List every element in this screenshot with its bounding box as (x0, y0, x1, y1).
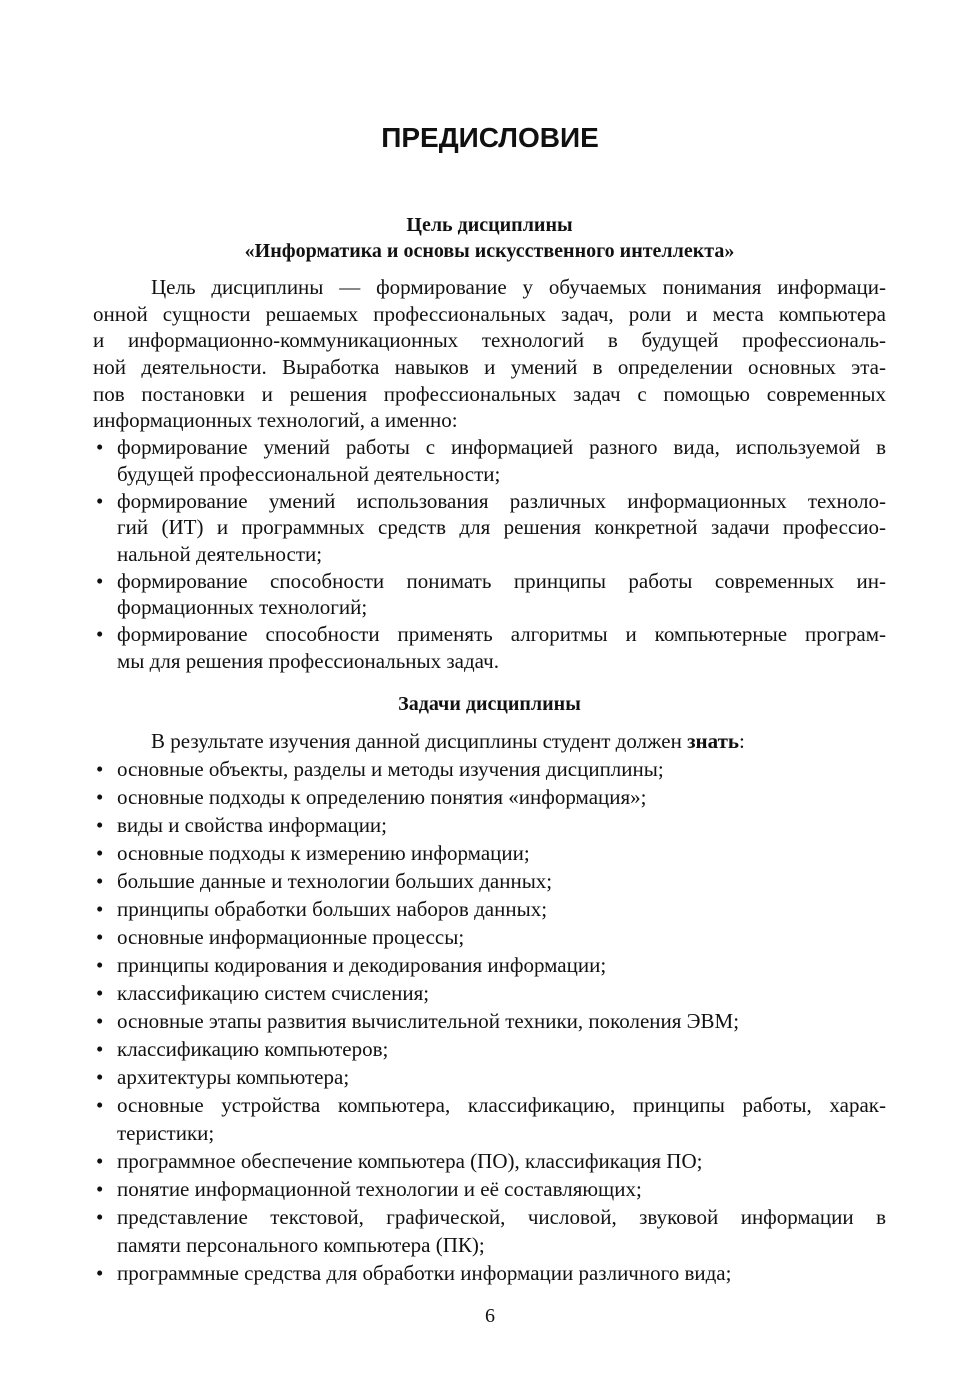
intro-end: : (739, 729, 745, 753)
text-line: Цель дисциплины — формирование у обучаемых понимания информаци- (151, 275, 886, 299)
bullet-icon: • (96, 1037, 104, 1061)
page-title: ПРЕДИСЛОВИЕ (381, 122, 599, 153)
list-item (93, 755, 886, 783)
text-line: формационных технологий; (117, 595, 368, 620)
text-line: формирование умений использования различных информационных техноло- (117, 488, 886, 513)
text-line: программное обеспечение компьютера (ПО), классификация ПО; (117, 1149, 703, 1173)
bullet-icon: • (96, 869, 104, 893)
intro-bold: знать (687, 729, 740, 753)
text-line: информационных технологий, а именно: (93, 408, 458, 433)
text-line: классификацию систем счисления; (117, 981, 430, 1005)
text-line: основные подходы к измерению информации; (117, 841, 530, 865)
text-line: нальной деятельности; (117, 541, 323, 566)
bullet-icon: • (96, 1093, 104, 1117)
text-line: основные объекты, разделы и методы изучения дисциплины; (117, 757, 664, 781)
text-line: понятие информационной технологии и её составляющих; (117, 1177, 642, 1201)
text-line: программные средства для обработки информации различного вида; (117, 1261, 732, 1285)
list-item (93, 1007, 886, 1035)
text-line: мы для решения профессиональных задач. (117, 648, 499, 673)
list-item (93, 434, 886, 487)
text-line: принципы обработки больших наборов данных; (117, 897, 548, 921)
text-line: основные информационные процессы; (117, 925, 465, 949)
goal-section (93, 274, 886, 674)
list-item (93, 1091, 886, 1147)
list-item (93, 1147, 886, 1175)
text-line: ной деятельности. Выработка навыков и умений в определении основных эта- (93, 355, 886, 380)
tasks-section (93, 727, 886, 1287)
list-item (93, 783, 886, 811)
list-item (93, 1063, 886, 1091)
text-line: основные устройства компьютера, классификацию, принципы работы, харак- (117, 1093, 886, 1117)
bullet-icon: • (96, 1205, 104, 1229)
bullet-icon: • (96, 925, 104, 949)
list-item (93, 923, 886, 951)
bullet-icon: • (96, 785, 104, 809)
text-line: теристики; (117, 1121, 215, 1145)
text-line: представление текстовой, графической, числовой, звуковой информации в (117, 1205, 886, 1229)
bullet-icon: • (96, 1261, 104, 1285)
text-line: будущей профессиональной деятельности; (117, 461, 501, 486)
bullet-icon: • (96, 897, 104, 921)
text-line: основные подходы к определению понятия «информация»; (117, 785, 647, 809)
text-line: архитектуры компьютера; (117, 1065, 350, 1089)
list-item (93, 1203, 886, 1259)
bullet-icon: • (96, 568, 104, 593)
list-item (93, 979, 886, 1007)
list-item (93, 488, 886, 568)
text-line: формирование умений работы с информацией разного вида, используемой в (117, 435, 886, 460)
text-line: и информационно-коммуникационных технологий в будущей профессиональ- (93, 328, 886, 353)
intro-text: В результате изучения данной дисциплины студент должен (151, 729, 688, 753)
list-item (93, 867, 886, 895)
text-line: основные этапы развития вычислительной техники, поколения ЭВМ; (117, 1009, 740, 1033)
text-line: формирование способности применять алгоритмы и компьютерные програм- (117, 621, 886, 646)
text-line: большие данные и технологии больших данных; (117, 869, 553, 893)
bullet-icon: • (96, 841, 104, 865)
bullet-icon: • (96, 757, 104, 781)
text-line: гий (ИТ) и программных средств для решения конкретной задачи профессио- (117, 515, 886, 540)
section-heading-tasks: Задачи дисциплины (398, 693, 581, 715)
list-item (93, 1259, 886, 1287)
bullet-icon: • (96, 1009, 104, 1033)
text-line: онной сущности решаемых профессиональных задач, роли и места компьютера (93, 301, 886, 326)
bullet-icon: • (96, 1177, 104, 1201)
list-item (93, 1175, 886, 1203)
list-item (93, 621, 886, 674)
text-line: памяти персонального компьютера (ПК); (117, 1233, 485, 1257)
bullet-icon: • (96, 1149, 104, 1173)
bullet-icon: • (96, 1065, 104, 1089)
heading-line: Цель дисциплины (406, 214, 573, 236)
list-item (93, 1035, 886, 1063)
tasks-intro (93, 727, 886, 755)
bullet-icon: • (96, 813, 104, 837)
heading-line: «Информатика и основы искусственного интеллекта» (244, 240, 735, 262)
list-item (93, 895, 886, 923)
text-line: формирование способности понимать принципы работы современных ин- (117, 568, 886, 593)
bullet-icon: • (96, 488, 104, 513)
bullet-icon: • (96, 981, 104, 1005)
text-line: пов постановки и решения профессиональных задач с помощью современных (93, 381, 886, 406)
text-line: принципы кодирования и декодирования информации; (117, 953, 607, 977)
bullet-icon: • (96, 435, 104, 460)
text-line: виды и свойства информации; (117, 813, 388, 837)
list-item (93, 839, 886, 867)
text-line: классификацию компьютеров; (117, 1037, 389, 1061)
list-item (93, 951, 886, 979)
bullet-icon: • (96, 621, 104, 646)
page-number: 6 (485, 1305, 495, 1327)
bullet-icon: • (96, 953, 104, 977)
list-item (93, 811, 886, 839)
list-item (93, 568, 886, 621)
section-heading-goal (93, 212, 886, 264)
